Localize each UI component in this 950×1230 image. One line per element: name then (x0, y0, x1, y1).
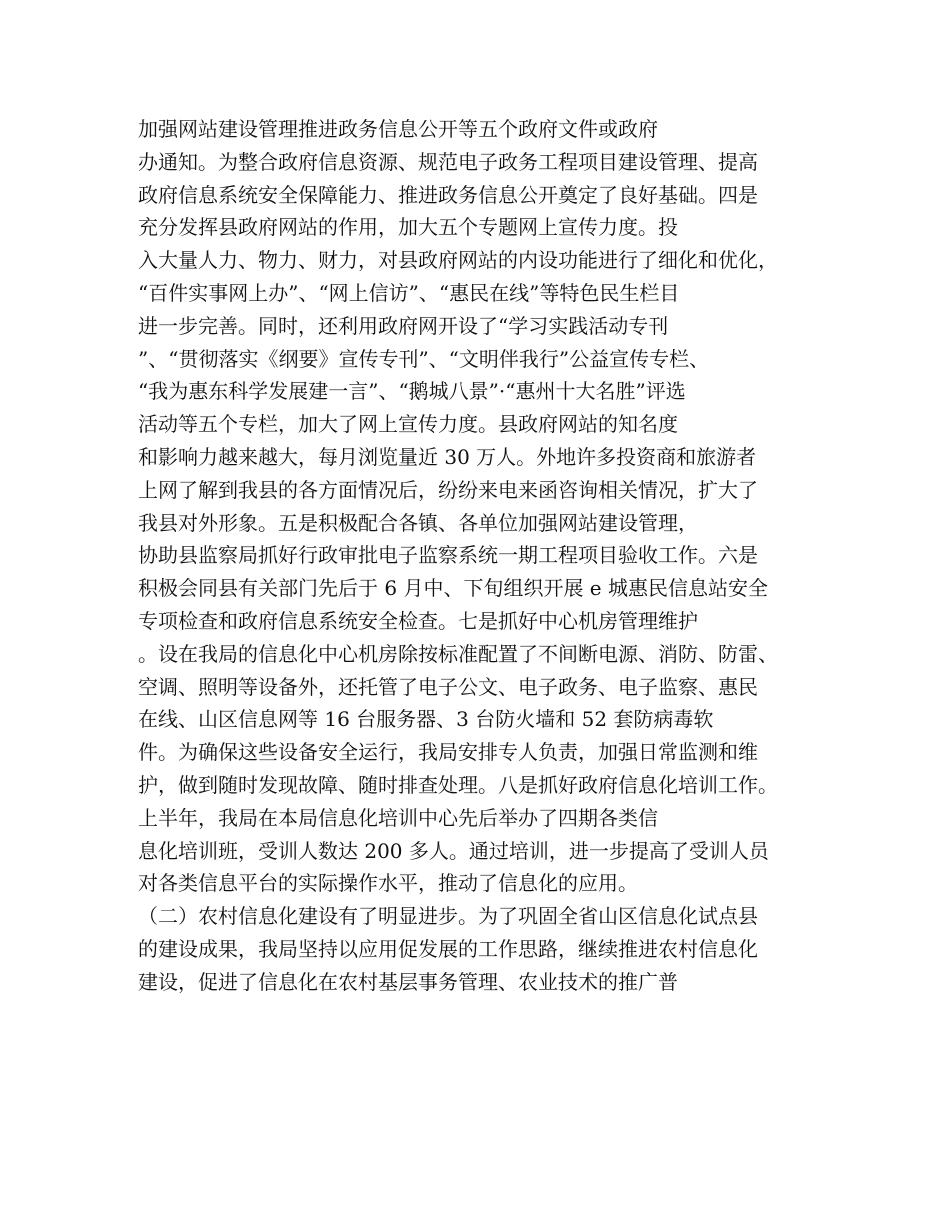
text-line: “百件实事网上办”、“网上信访”、“惠民在线”等特色民生栏目 (138, 280, 680, 305)
text-line: 进一步完善。同时，还利用政府网开设了“学习实践活动专刊 (138, 313, 669, 338)
text-line: 专项检查和政府信息系统安全检查。七是抓好中心机房管理维护 (138, 608, 698, 633)
body-text (138, 113, 838, 999)
text-line: 空调、照明等设备外，还托管了电子公文、电子政务、电子监察、惠民 (138, 674, 758, 699)
text-line: 护，做到随时发现故障、随时排查处理。八是抓好政府信息化培训工作。 (138, 772, 778, 797)
text-line: 充分发挥县政府网站的作用，加大五个专题网上宣传力度。投 (138, 215, 678, 240)
text-line: 。设在我局的信息化中心机房除按标准配置了不间断电源、消防、防雷、 (138, 641, 778, 666)
text-line: 上半年，我局在本局信息化培训中心先后举办了四期各类信 (138, 805, 658, 830)
text-line: 办通知。为整合政府信息资源、规范电子政务工程项目建设管理、提高 (138, 149, 758, 174)
text-line: 对各类信息平台的实际操作水平，推动了信息化的应用。 (138, 871, 638, 896)
text-line: 我县对外形象。五是积极配合各镇、各单位加强网站建设管理， (138, 510, 698, 535)
text-line: 件。为确保这些设备安全运行，我局安排专人负责，加强日常监测和维 (138, 740, 758, 765)
text-line: 入大量人力、物力、财力，对县政府网站的内设功能进行了细化和优化， (138, 248, 778, 273)
text-line: 协助县监察局抓好行政审批电子监察系统一期工程项目验收工作。六是 (138, 543, 758, 568)
text-line: 积极会同县有关部门先后于 6 月中、下旬组织开展 e 城惠民信息站安全 (138, 576, 768, 601)
text-line: “我为惠东科学发展建一言”、“鹅城八景”·“惠州十大名胜”评选 (138, 379, 686, 404)
text-line: 加强网站建设管理推进政务信息公开等五个政府文件或政府 (138, 117, 658, 141)
text-line: 政府信息系统安全保障能力、推进政务信息公开奠定了良好基础。四是 (138, 182, 758, 207)
text-line: 的建设成果，我局坚持以应用促发展的工作思路，继续推进农村信息化 (138, 936, 758, 961)
text-line: 在线、山区信息网等 16 台服务器、3 台防火墙和 52 套防病毒软 (138, 707, 714, 732)
text-line: 息化培训班，受训人数达 200 多人。通过培训，进一步提高了受训人员 (138, 838, 769, 863)
text-line: （二）农村信息化建设有了明显进步。为了巩固全省山区信息化试点县 (138, 904, 758, 929)
text-line: 建设，促进了信息化在农村基层事务管理、农业技术的推广普 (138, 969, 678, 994)
text-line: 活动等五个专栏，加大了网上宣传力度。县政府网站的知名度 (138, 412, 678, 437)
text-line: 上网了解到我县的各方面情况后，纷纷来电来函咨询相关情况，扩大了 (138, 477, 758, 502)
text-line: ”、“贯彻落实《纲要》宣传专刊”、“文明伴我行”公益宣传专栏、 (138, 346, 710, 371)
text-line: 和影响力越来越大，每月浏览量近 30 万人。外地许多投资商和旅游者 (138, 444, 757, 469)
